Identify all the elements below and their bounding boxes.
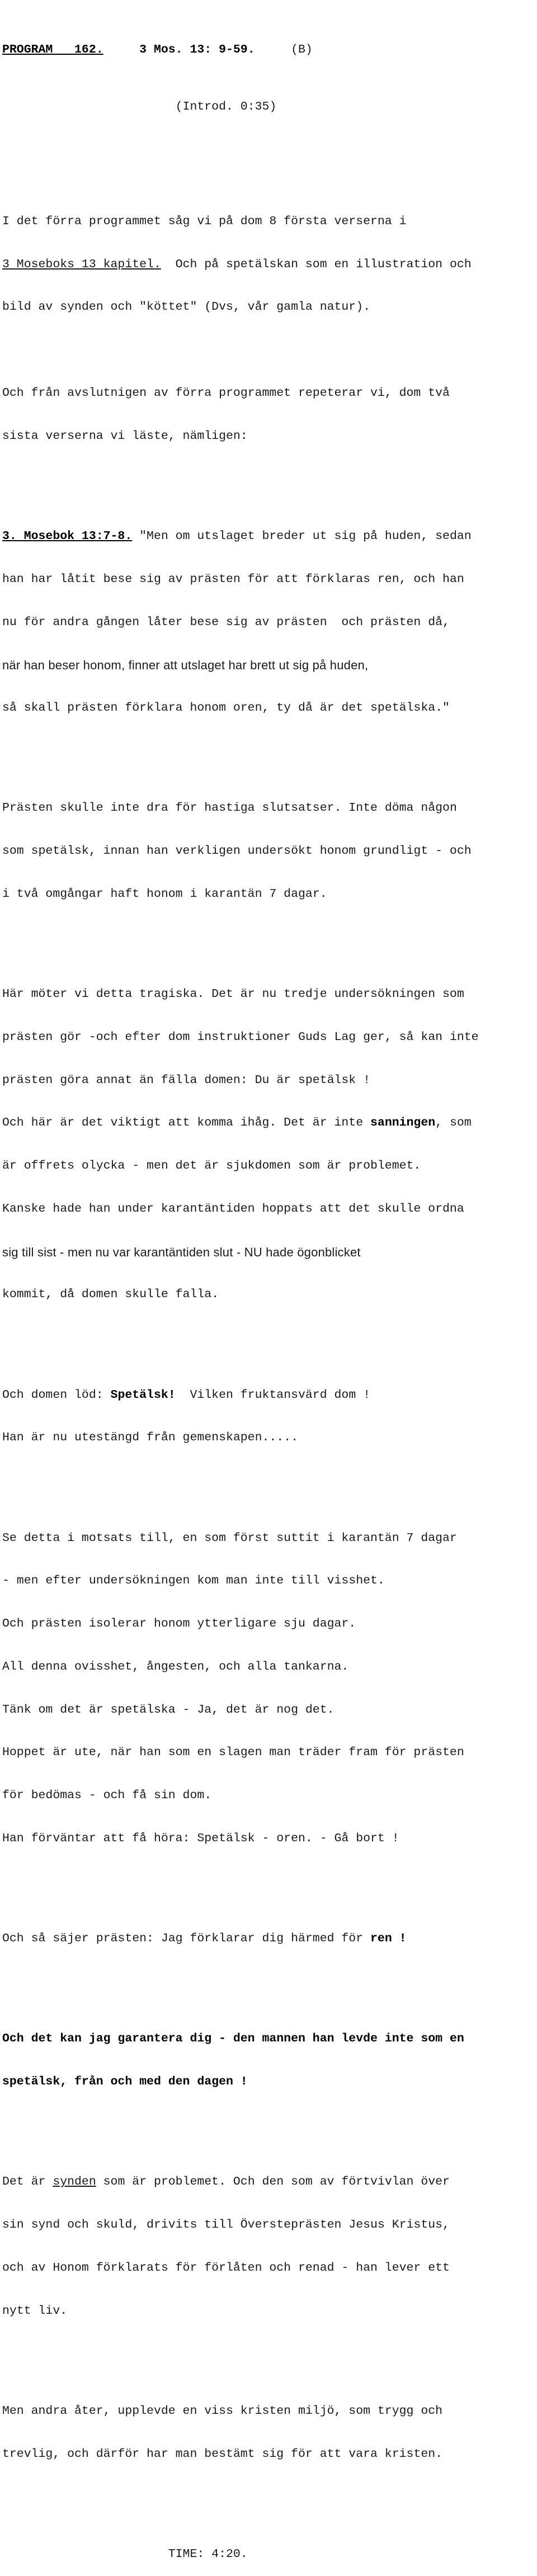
text-line: prästen göra annat än fälla domen: Du är spetälsk ! [2, 1073, 371, 1087]
text-line: Och från avslutnigen av förra programmet repeterar vi, dom två [2, 386, 450, 400]
text-line: sista verserna vi läste, nämligen: [2, 429, 248, 443]
text-line: Hoppet är ute, när han som en slagen man träder fram för prästen [2, 1746, 464, 1760]
verse-reference: 3. Mosebok 13:7-8. [2, 529, 133, 543]
text-line: nytt liv. [2, 2304, 68, 2318]
text-line: I det förra programmet såg vi på dom 8 första verserna i [2, 214, 407, 228]
text-line: Se detta i motsats till, en som först suttit i karantän 7 dagar [2, 1531, 457, 1545]
program-number: PROGRAM 162. [2, 42, 103, 56]
text-line: Prästen skulle inte dra för hastiga slutsatser. Inte döma någon [2, 801, 457, 815]
scripture-reference: 3 Mos. 13: 9-59. [139, 42, 255, 56]
text-line: som spetälsk, innan han verkligen undersökt honom grundligt - och [2, 844, 472, 858]
document-page [2, 0, 535, 2576]
text-line: Och här är det viktigt att komma ihåg. Det är inte sanningen, som [2, 1116, 472, 1130]
chapter-reference: 3 Moseboks 13 kapitel. [2, 257, 161, 271]
text-line: i två omgångar haft honom i karantän 7 dagar. [2, 887, 327, 901]
intro-line [2, 100, 535, 115]
text-line: Men andra åter, upplevde en viss kristen miljö, som trygg och [2, 2404, 443, 2418]
verse-line: när han beser honom, finner att utslaget har brett ut sig på huden, [2, 658, 369, 673]
emphasis-synden: synden [53, 2175, 96, 2189]
version-label: (B) [291, 42, 313, 56]
text-line: sin synd och skuld, drivits till Översteprästen Jesus Kristus, [2, 2218, 450, 2232]
emphasis-spetalsk: Spetälsk! [110, 1388, 176, 1402]
text-line: sig till sist - men nu var karantäntiden slut - NU hade ögonblicket [2, 1245, 361, 1259]
emphasis-sanningen: sanningen [370, 1116, 436, 1130]
text-line: trevlig, och därför har man bestämt sig för att vara kristen. [2, 2447, 443, 2461]
text-line: All denna ovisshet, ångesten, och alla tankarna. [2, 1660, 349, 1674]
header-line [2, 43, 535, 58]
bold-statement-line: spetälsk, från och med den dagen ! [2, 2075, 248, 2089]
footer-line [2, 2547, 535, 2562]
text-line: Han förväntar att få höra: Spetälsk - oren. - Gå bort ! [2, 1832, 399, 1845]
verse-line: nu för andra gången låter bese sig av prästen och prästen då, [2, 615, 450, 629]
text-line: är offrets olycka - men det är sjukdomen som är problemet. [2, 1159, 421, 1173]
text-line: Han är nu utestängd från gemenskapen..... [2, 1431, 298, 1445]
text-line: Och domen löd: Spetälsk! Vilken fruktansvärd dom ! [2, 1388, 371, 1402]
text-line: bild av synden och "köttet" (Dvs, vår gamla natur). [2, 300, 371, 314]
verse-line: han har låtit bese sig av prästen för att förklaras ren, och han [2, 572, 464, 586]
emphasis-ren: ren ! [370, 1932, 407, 1946]
text-line: Tänk om det är spetälska - Ja, det är nog det. [2, 1703, 335, 1717]
text-line: och av Honom förklarats för förlåten och renad - han lever ett [2, 2261, 450, 2275]
text-line: Kanske hade han under karantäntiden hoppats att det skulle ordna [2, 1202, 464, 1216]
text-line: Och så säjer prästen: Jag förklarar dig härmed för ren ! [2, 1932, 407, 1946]
text-line: Och prästen isolerar honom ytterligare sju dagar. [2, 1617, 356, 1631]
text-line: kommit, då domen skulle falla. [2, 1288, 219, 1302]
bold-statement-line: Och det kan jag garantera dig - den mannen han levde inte som en [2, 2032, 464, 2046]
text-line: Det är synden som är problemet. Och den som av förtvivlan över [2, 2175, 450, 2189]
text-line: 3 Moseboks 13 kapitel. Och på spetälskan som en illustration och [2, 257, 472, 271]
intro-time: (Introd. 0:35) [175, 100, 277, 114]
text-line: prästen gör -och efter dom instruktioner Guds Lag ger, så kan inte [2, 1030, 479, 1044]
verse-line: så skall prästen förklara honom oren, ty då är det spetälska." [2, 701, 450, 715]
verse-line: 3. Mosebok 13:7-8. "Men om utslaget breder ut sig på huden, sedan [2, 529, 472, 543]
text-line: Här möter vi detta tragiska. Det är nu tredje undersökningen som [2, 987, 464, 1001]
time-label: TIME: 4:20. [168, 2547, 248, 2561]
text-line: för bedömas - och få sin dom. [2, 1789, 212, 1803]
text-line: - men efter undersökningen kom man inte till visshet. [2, 1574, 385, 1588]
